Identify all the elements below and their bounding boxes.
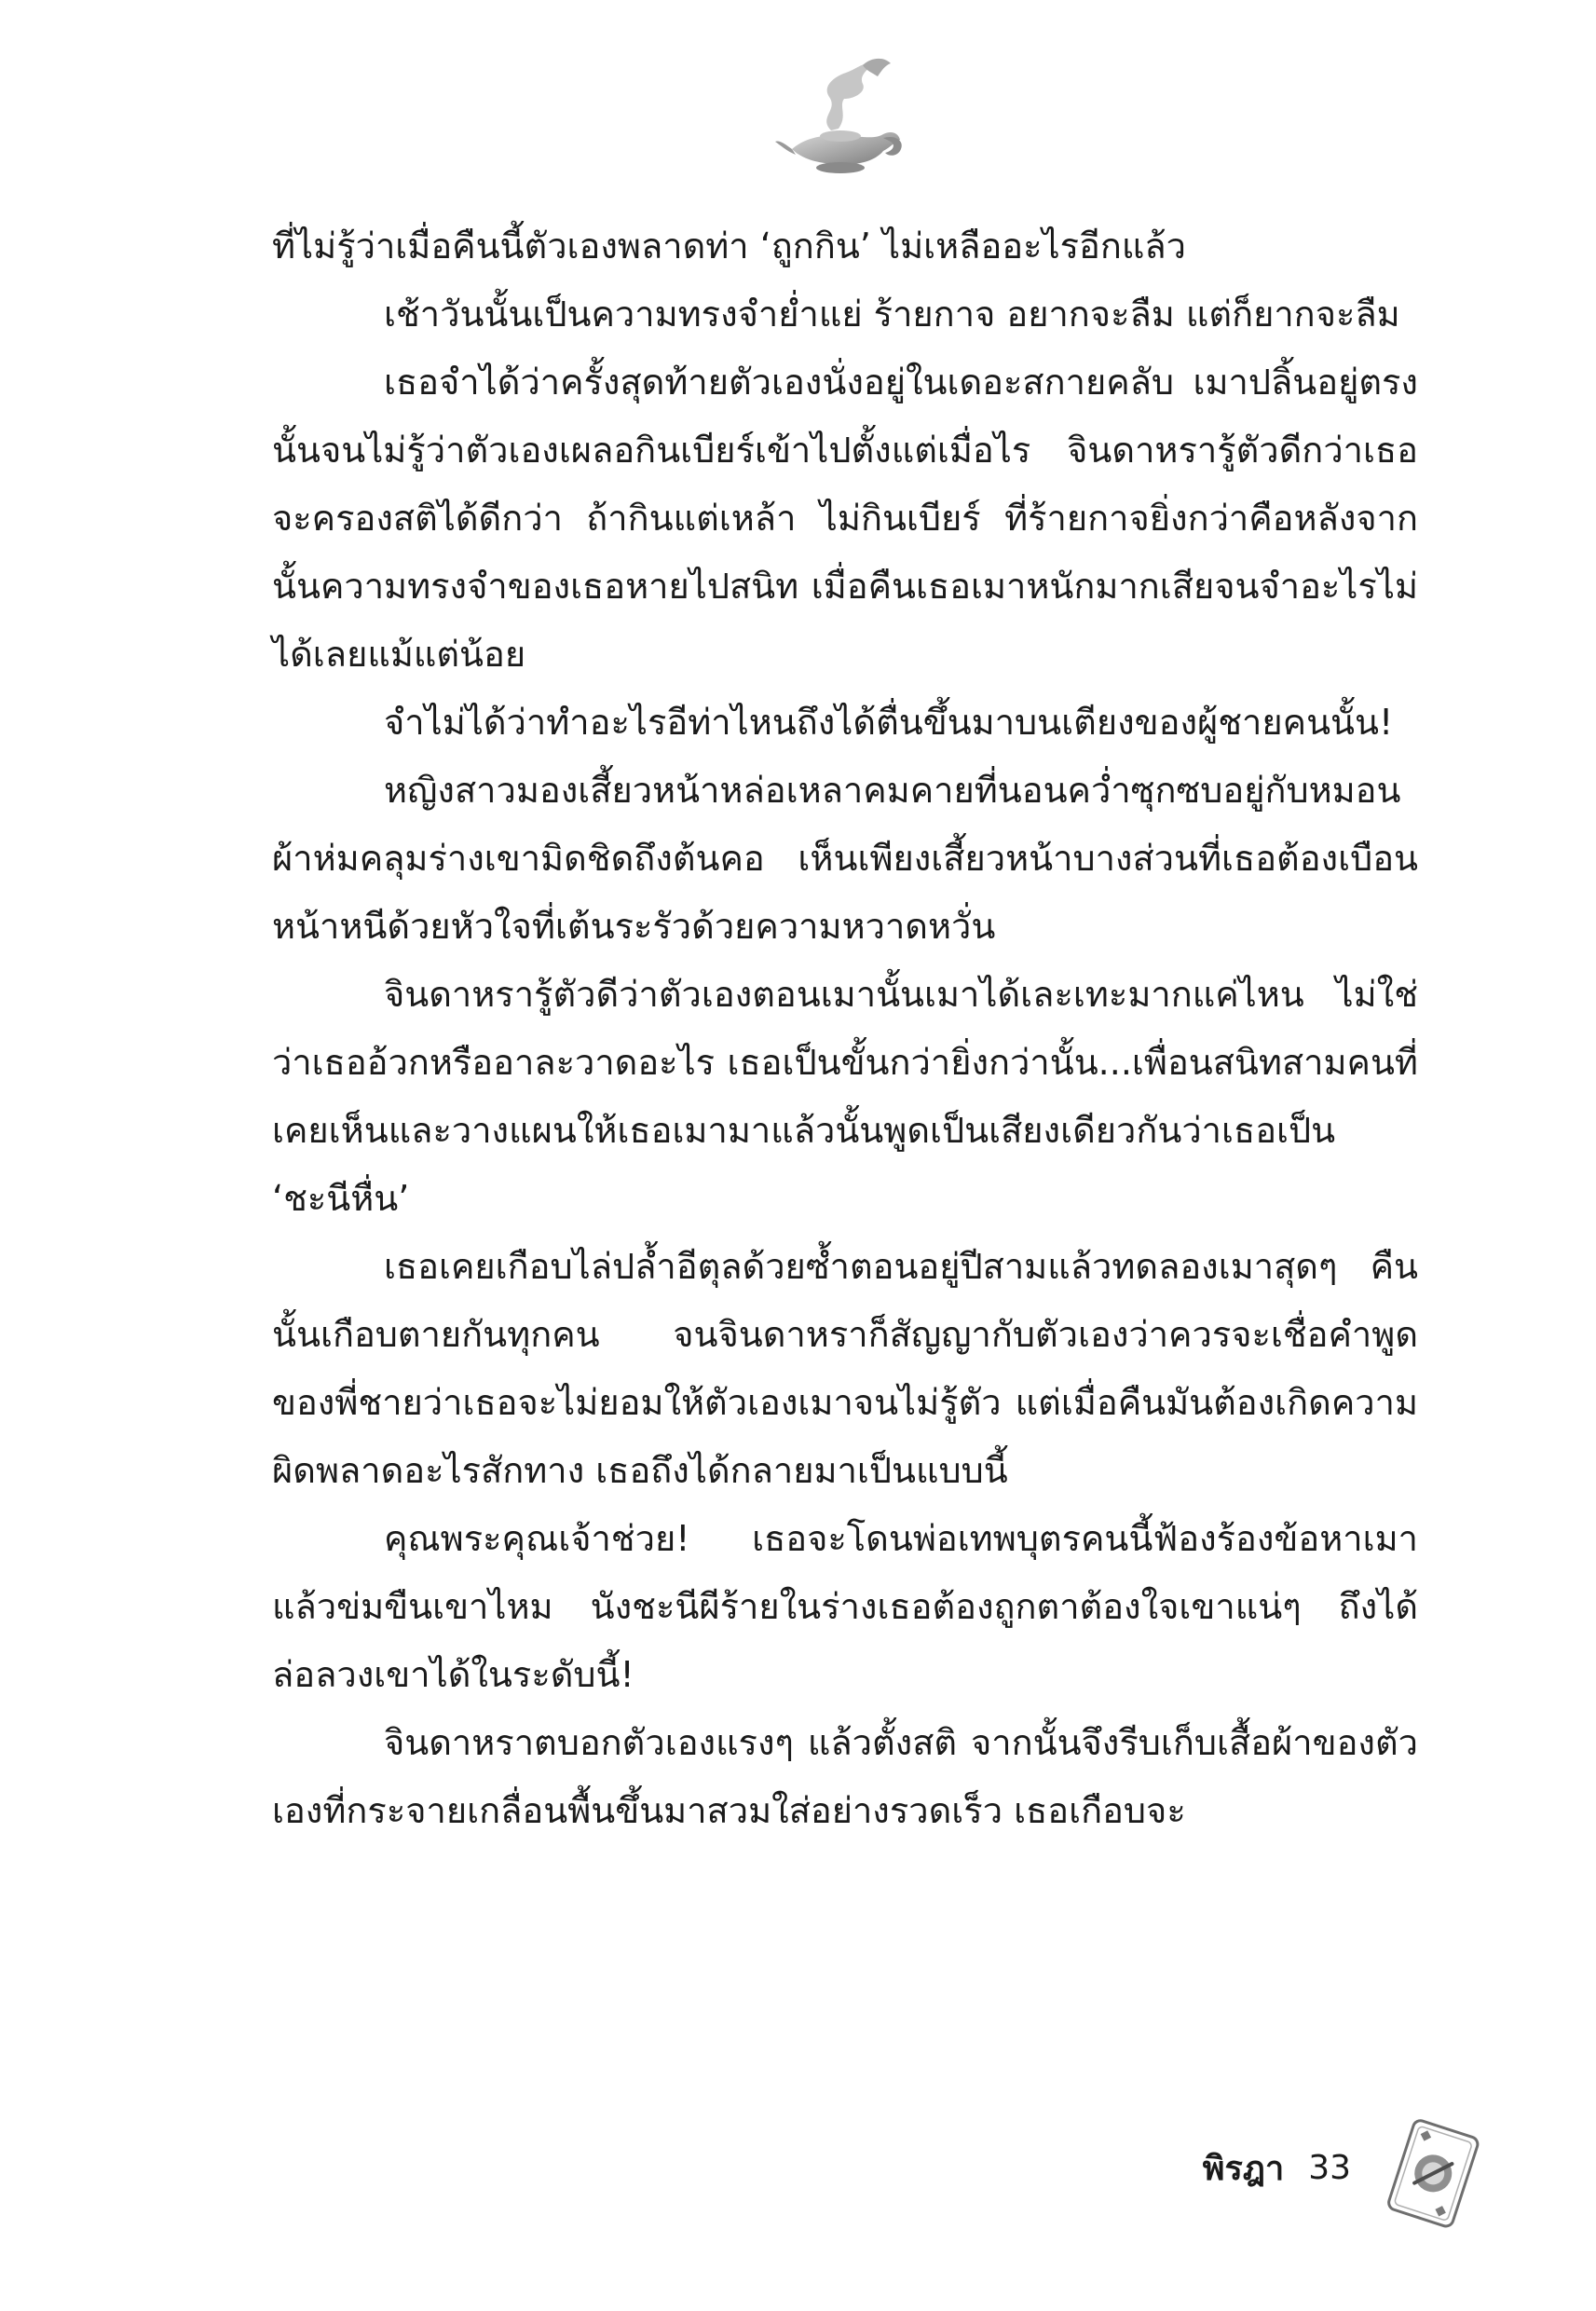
paragraph-8: คุณพระคุณเจ้าช่วย! เธอจะโดนพ่อเทพบุตรคนนี้ฟ้องร้องข้อหาเมาแล้วข่มขืนเขาไหม นังชะนีผีร้ายในร่างเธอต้องถูกตาต้องใจเขาแน่ๆ ถึงได้ล่อลวงเขาได้ในระดับนี้!: [272, 1518, 1418, 1695]
body-text: [272, 212, 1418, 1845]
author-name: พิรฎา: [1202, 2149, 1285, 2188]
page-number: 33: [1308, 2148, 1351, 2187]
paragraph-9: จินดาหราตบอกตัวเองแรงๆ แล้วตั้งสติ จากนั้นจึงรีบเก็บเสื้อผ้าของตัวเองที่กระจายเกลื่อนพื้นขึ้นมาสวมใส่อย่างรวดเร็ว เธอเกือบจะ: [272, 1722, 1418, 1831]
paragraph-7: เธอเคยเกือบไล่ปล้ำอีตุลด้วยซ้ำตอนอยู่ปีสามแล้วทดลองเมาสุดๆ คืนนั้นเกือบตายกันทุกคน จนจินดาหราก็สัญญากับตัวเองว่าควรจะเชื่อคำพูดของพี่ชายว่าเธอจะไม่ยอมให้ตัวเองเมาจนไม่รู้ตัว แต่เมื่อคืนมันต้องเกิดความผิดพลาดอะไรสักทาง เธอถึงได้กลายมาเป็นแบบนี้: [272, 1246, 1418, 1491]
page-footer: [1146, 2140, 1351, 2195]
paragraph-2: เช้าวันนั้นเป็นความทรงจำย่ำแย่ ร้ายกาจ อยากจะลืม แต่ก็ยากจะลืม: [384, 294, 1400, 335]
playing-card-icon: [1371, 2113, 1493, 2235]
paragraph-6: จินดาหรารู้ตัวดีว่าตัวเองตอนเมานั้นเมาได้เละเทะมากแค่ไหน ไม่ใช่ว่าเธออ้วกหรืออาละวาดอะไร เธอเป็นขั้นกว่ายิ่งกว่านั้น...เพื่อนสนิทสามคนที่เคยเห็นและวางแผนให้เธอเมามาแล้วนั้นพูดเป็นเสียงเดียวกันว่าเธอเป็น ‘ชะนีหื่น’: [272, 974, 1418, 1219]
paragraph-3: เธอจำได้ว่าครั้งสุดท้ายตัวเองนั่งอยู่ในเดอะสกายคลับ เมาปลิ้นอยู่ตรงนั้นจนไม่รู้ว่าตัวเองเผลอกินเบียร์เข้าไปตั้งแต่เมื่อไร จินดาหรารู้ตัวดีกว่าเธอจะครองสติได้ดีกว่า ถ้ากินแต่เหล้า ไม่กินเบียร์ ที่ร้ายกาจยิ่งกว่าคือหลังจากนั้นความทรงจำของเธอหายไปสนิท เมื่อคืนเธอเมาหนักมากเสียจนจำอะไรไม่ได้เลยแม้แต่น้อย: [272, 362, 1418, 675]
paragraph-4: จำไม่ได้ว่าทำอะไรอีท่าไหนถึงได้ตื่นขึ้นมาบนเตียงของผู้ชายคนนั้น!: [384, 702, 1394, 743]
genie-lamp-icon: [773, 45, 913, 185]
paragraph-1: ที่ไม่รู้ว่าเมื่อคืนนี้ตัวเองพลาดท่า ‘ถูกกิน’ ไม่เหลืออะไรอีกแล้ว: [272, 226, 1186, 267]
paragraph-5: หญิงสาวมองเสี้ยวหน้าหล่อเหลาคมคายที่นอนคว่ำซุกซบอยู่กับหมอน ผ้าห่มคลุมร่างเขามิดชิดถึงต้นคอ เห็นเพียงเสี้ยวหน้าบางส่วนที่เธอต้องเบือนหน้าหนีด้วยหัวใจที่เต้นระรัวด้วยความหวาดหวั่น: [272, 770, 1418, 947]
